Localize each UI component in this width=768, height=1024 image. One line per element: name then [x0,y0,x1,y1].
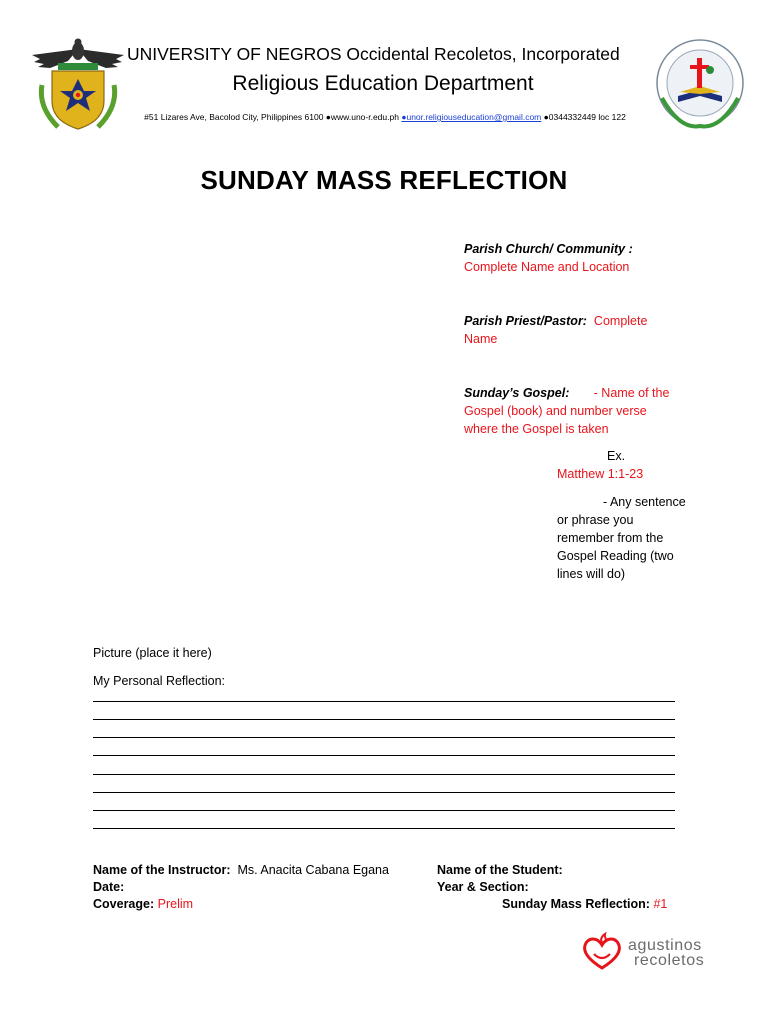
coverage-value: Prelim [157,897,194,911]
year-section-field: Year & Section: [437,880,529,894]
instructor-value: Ms. Anacita Cabana Egana [237,863,389,877]
gospel-value: - Name of the Gospel (book) and number verse where the Gospel is taken [464,386,670,436]
date-field: Date: [93,880,125,894]
gospel-remember-note [557,493,687,583]
personal-reflection-label: My Personal Reflection: [93,674,226,688]
parish-church-field [464,240,684,276]
reflection-line[interactable] [93,701,675,702]
picture-placeholder-note: Picture (place it here) [93,646,212,660]
example-label: Ex. [607,449,626,463]
example-value: Matthew 1:1-23 [557,467,644,481]
reflection-line[interactable] [93,719,675,720]
priest-value: Complete Name [464,314,648,346]
email-link[interactable]: ●unor.religiouseducation@gmail.com [401,112,542,122]
coverage-label: Coverage: [93,897,155,911]
reflection-line[interactable] [93,774,675,775]
parish-priest-field [464,312,679,348]
priest-label: Parish Priest/Pastor: [464,314,587,328]
instructor-field [93,862,389,879]
smr-label: Sunday Mass Reflection: [502,897,650,911]
phone-text: ●0344332449 loc 122 [543,112,626,122]
gospel-label: Sunday’s Gospel: [464,386,570,400]
agustinos-recoletos-wordmark [628,938,704,968]
department-seal-logo [650,38,750,130]
coverage-field [93,896,193,913]
reflection-line[interactable] [93,828,675,829]
sunday-gospel-field [464,384,674,438]
reflection-line[interactable] [93,755,675,756]
document-title: SUNDAY MASS REFLECTION [200,165,568,195]
reflection-line[interactable] [93,810,675,811]
reflection-line[interactable] [93,792,675,793]
reflection-line[interactable] [93,737,675,738]
address-text: #51 Lizares Ave, Bacolod City, Philippines 6100 ●www.uno-r.edu.ph [144,112,399,122]
heart-flame-logo-icon [580,932,624,972]
remember-text: - Any sentence or phrase you remember from the Gospel Reading (two lines will do) [557,495,686,581]
gospel-example [557,447,687,483]
parish-value: Complete Name and Location [464,260,630,274]
reflection-number-field [502,896,667,913]
university-name: UNIVERSITY OF NEGROS Occidental Recoletos, Incorporated [127,44,620,64]
department-name: Religious Education Department [232,72,534,95]
parish-label: Parish Church/ Community : [464,242,633,256]
smr-value: #1 [653,897,668,911]
instructor-label: Name of the Instructor: [93,863,231,877]
address-line [60,112,710,122]
student-name-field: Name of the Student: [437,863,563,877]
wordmark-line-1: agustinos [628,937,702,954]
wordmark-line-2: recoletos [634,952,705,969]
